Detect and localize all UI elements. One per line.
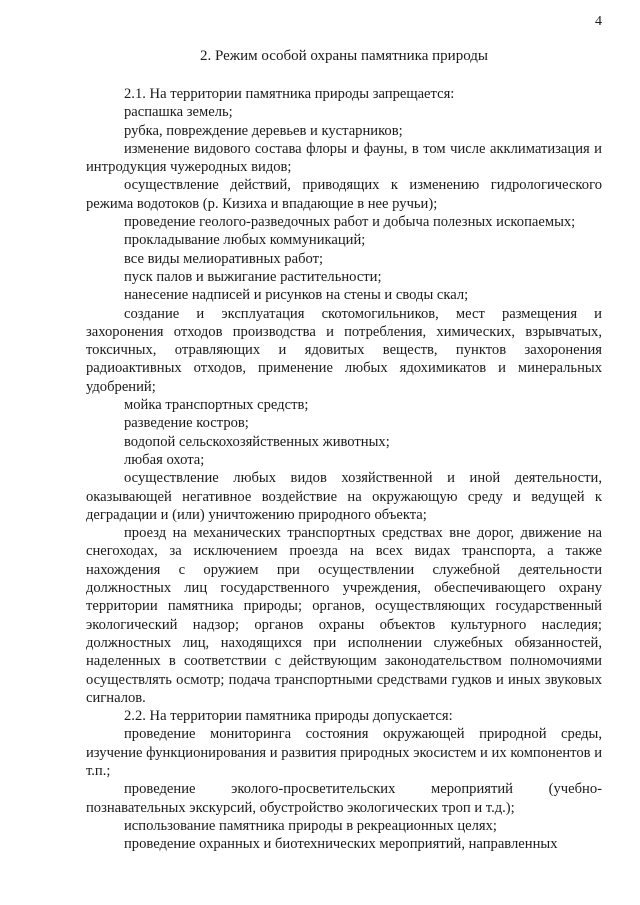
paragraph: распашка земель; [124, 104, 233, 121]
paragraph: 2.1. На территории памятника природы запрещается: [124, 86, 455, 102]
paragraph: создание и эксплуатация скотомогильников, мест размещения и захоронения отходов производства и потребления, химических, взрывчатых, токсичных, отравляющих и ядовитых веществ, пунктов захоронения радиоактивных отходов, применение любых ядохимикатов и минеральных удобрений; [86, 305, 602, 395]
section-title: 2. Режим особой охраны памятника природы [199, 48, 488, 64]
page-number: 4 [595, 14, 602, 29]
paragraph: проведение геолого-разведочных работ и добыча полезных ископаемых; [124, 214, 576, 231]
paragraph: проведение эколого-просветительских мероприятий (учебно-познавательных экскурсий, обустройство экологических троп и т.д.); [86, 781, 602, 816]
paragraph: проведение охранных и биотехнических мероприятий, направленных [124, 836, 558, 853]
paragraph: осуществление действий, приводящих к изменению гидрологического режима водотоков (р. Кизиха и впадающие в нее ручьи); [86, 177, 602, 212]
paragraph: проезд на механических транспортных средствах вне дорог, движение на снегоходах, за исключением проезда на всех видах транспорта, а также нахождения с оружием при осуществлении служебной деятельности должностных лиц государственного учреждения, обеспечивающего охрану территории памятника природы; органов, осуществляющих государственный экологический надзор; органов охраны объектов культурного наследия; должностных лиц, находящихся при исполнении служебных обязанностей, наделенных в соответствии с действующим законодательством полномочиями осуществлять осмотр; подача транспортными средствами гудков и иных звуковых сигналов. [86, 525, 602, 706]
paragraph: нанесение надписей и рисунков на стены и своды скал; [124, 287, 469, 304]
paragraph: изменение видового состава флоры и фауны, в том числе акклиматизация и интродукция чужеродных видов; [86, 140, 602, 176]
paragraph: осуществление любых видов хозяйственной и иной деятельности, оказывающей негативное воздействие на окружающую среду и ведущей к деградации и (или) уничтожению природного объекта; [86, 470, 602, 523]
paragraph: разведение костров; [124, 415, 249, 432]
paragraph: пуск палов и выжигание растительности; [124, 268, 382, 285]
paragraph: использование памятника природы в рекреационных целях; [124, 817, 497, 834]
paragraph: проведение мониторинга состояния окружающей природной среды, изучение функционирования и развития природных экосистем и их компонентов и т.п.; [86, 726, 602, 779]
document-body [86, 46, 602, 853]
paragraph: все виды мелиоративных работ; [124, 250, 324, 267]
paragraph: водопой сельскохозяйственных животных; [124, 433, 390, 450]
paragraph: мойка транспортных средств; [124, 397, 309, 414]
paragraph: 2.2. На территории памятника природы допускается: [124, 708, 453, 725]
paragraph: прокладывание любых коммуникаций; [124, 232, 366, 249]
paragraph: любая охота; [124, 451, 205, 468]
paragraph: рубка, повреждение деревьев и кустарников; [124, 122, 403, 139]
